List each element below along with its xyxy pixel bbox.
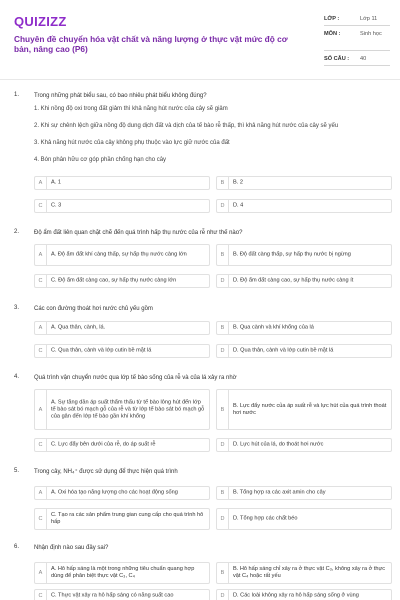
option-text: A. Oxi hóa tạo năng lượng cho các hoạt động sống [51,489,178,496]
option-text: C. Độ ẩm đất càng cao, sự hấp thụ nước càng lớn [51,277,177,284]
worksheet-title: Chuyên đề chuyển hóa vật chất và năng lượng ở thực vật mức độ cơ bản, nâng cao (P6) [14,34,288,54]
option-a[interactable] [34,389,210,430]
option-text: B. 2 [233,179,243,186]
option-d[interactable] [216,508,392,530]
option-text: A. Độ ẩm đất khí càng thấp, sự hấp thụ nước càng lớn [51,251,187,258]
option-a[interactable] [34,321,210,335]
question-text: Các con đường thoát hơi nước chủ yếu gồm [34,306,153,312]
option-text: C. Thực vật xảy ra hô hấp sáng có năng suất cao [51,592,174,599]
question-text: Quá trình vận chuyển nước qua lớp tế bào sống của rễ và của lá xảy ra nhờ [34,375,237,381]
question-number: 4. [14,374,20,380]
subject-label: MÔN : [324,31,341,37]
option-text: D. Lực hút của lá, do thoát hơi nước [233,441,324,448]
option-c[interactable] [34,199,210,213]
option-letter: C [35,439,47,451]
option-letter: C [35,200,47,212]
option-a[interactable] [34,244,210,266]
worksheet-header [0,0,400,80]
option-d[interactable] [216,589,392,600]
option-letter: C [35,590,47,600]
option-letter: B [217,322,229,334]
statement-4: 4. Bón phân hữu cơ góp phần chống hạn cho cây [34,157,167,163]
option-text: B. Qua cành và khí khổng của lá [233,324,314,331]
question-text: Nhận định nào sau đây sai? [34,545,109,551]
option-letter: A [35,563,47,583]
option-text: D. Các loài không xảy ra hô hấp sáng sống ở vùng [233,592,359,599]
option-text: C. Tạo ra các sản phẩm trung gian cung cấp cho quá trình hô hấp [51,512,204,525]
question-number: 5. [14,468,20,474]
option-b[interactable] [216,176,392,190]
option-letter: A [35,245,47,265]
question-number: 3. [14,305,20,311]
option-b[interactable] [216,486,392,500]
option-b[interactable] [216,562,392,584]
option-letter: B [217,177,229,189]
option-a[interactable] [34,486,210,500]
class-label: LỚP : [324,16,340,22]
question-number: 2. [14,229,20,235]
option-letter: A [35,487,47,499]
option-letter: B [217,487,229,499]
option-d[interactable] [216,438,392,452]
option-a[interactable] [34,176,210,190]
option-text: A. Qua thân, cành, lá. [51,324,106,331]
option-letter: D [217,275,229,287]
quizizz-logo: QUIZIZZ [14,14,67,29]
option-text: D. Độ ẩm đất càng cao, sự hấp thụ nước càng ít [233,277,354,284]
option-b[interactable] [216,321,392,335]
option-letter: B [217,390,229,429]
option-text: D. 4 [233,202,244,209]
option-d[interactable] [216,344,392,358]
option-c[interactable] [34,344,210,358]
option-text: C. 3 [51,202,62,209]
option-letter: D [217,439,229,451]
count-label: SỐ CÂU : [324,56,350,62]
subject-divider [324,50,390,51]
question-number: 1. [14,92,20,98]
option-text: A. Sự tăng dần áp suất thẩm thấu từ tế bào lông hút đến lớp tế bào sát bó mạch gỗ của rễ và từ lớp tế bào sát bó mạch gỗ của gân đến lớp tế bào gần khí khổng [51,399,205,419]
option-text: D. Tổng hợp các chất béo [233,515,298,522]
option-letter: C [35,509,47,529]
option-letter: C [35,275,47,287]
option-text: C. Qua thân, cành và lớp cutin bề mặt lá [51,347,152,354]
option-text: D. Qua thân, cành và lớp cutin bề mặt lá [233,347,334,354]
question-text: Trong những phát biểu sau, có bao nhiêu phát biểu không đúng? [34,93,207,99]
question-number: 6. [14,544,20,550]
statement-3: 3. Khả năng hút nước của cây không phụ thuộc vào lực giữ nước của đất [34,140,230,146]
option-letter: D [217,345,229,357]
option-letter: B [217,245,229,265]
option-b[interactable] [216,389,392,430]
option-text: B. Độ đất càng thấp, sự hấp thụ nước bị ngừng [233,251,351,258]
class-divider [324,25,390,26]
option-letter: A [35,177,47,189]
option-text: A. 1 [51,179,61,186]
question-text: Độ ẩm đất liên quan chặt chẽ đến quá trình hấp thụ nước của rễ như thế nào? [34,230,243,236]
option-letter: C [35,345,47,357]
option-text: B. Lực đẩy nước của áp suất rễ và lực hút của quá trình thoát hơi nước [233,402,387,416]
option-text: B. Tổng hợp ra các axit amin cho cây [233,489,326,496]
statement-2: 2. Khi sự chênh lệch giữa nồng độ dung dịch đất và dịch của tế bào rễ thấp, thì khả năng hút nước của cây sẽ yếu [34,123,339,129]
option-letter: D [217,200,229,212]
option-c[interactable] [34,274,210,288]
count-divider [324,65,390,66]
question-text: Trong cây, NH₄⁺ được sử dụng để thực hiện quá trình [34,469,178,475]
option-a[interactable] [34,562,210,584]
option-d[interactable] [216,199,392,213]
option-letter: D [217,509,229,529]
option-c[interactable] [34,438,210,452]
subject-value: Sinh học [360,31,382,37]
option-b[interactable] [216,244,392,266]
option-c[interactable] [34,508,210,530]
option-letter: D [217,590,229,600]
option-letter: A [35,390,47,429]
count-value: 40 [360,56,367,62]
option-letter: B [217,563,229,583]
class-value: Lớp 11 [360,16,378,22]
option-text: B. Hô hấp sáng chỉ xảy ra ở thực vật C₃, không xảy ra ở thực vật C₄ hoặc rất yếu [233,566,386,579]
option-letter: A [35,322,47,334]
option-c[interactable] [34,589,210,600]
option-d[interactable] [216,274,392,288]
statement-1: 1. Khi nồng độ oxi trong đất giảm thì khả năng hút nước của cây sẽ giảm [34,106,228,112]
option-text: C. Lực đẩy bên dưới của rễ, do áp suất rễ [51,441,156,448]
option-text: A. Hô hấp sáng là một trong những tiêu chuẩn quang hợp dùng để phân biệt thực vật C₃, C₄ [51,566,195,579]
